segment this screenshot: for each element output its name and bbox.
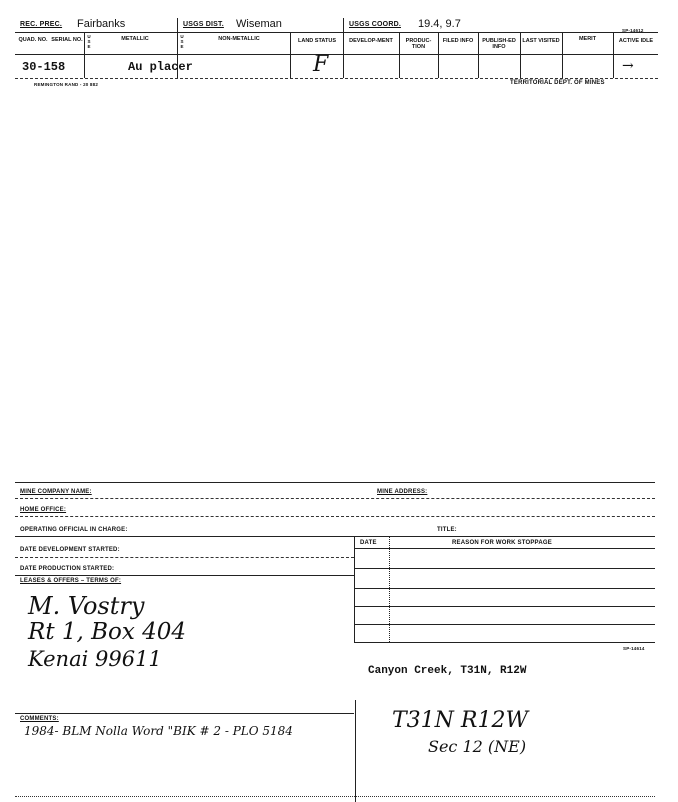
date-dev-label: DATE DEVELOPMENT STARTED: — [20, 547, 120, 553]
rec-prec-value: Fairbanks — [77, 18, 126, 30]
lease-line-2: Rt 1, Box 404 — [28, 619, 187, 645]
divider — [355, 700, 356, 802]
col-production: PRODUC-TION — [405, 38, 432, 50]
col-development: DEVELOP-MENT — [349, 38, 393, 44]
col-nonmetallic: NON-METALLIC — [218, 36, 260, 42]
lease-line-3: Kenai 99611 — [28, 647, 162, 671]
rule — [15, 713, 354, 714]
divider — [290, 32, 291, 78]
date-prod-label: DATE PRODUCTION STARTED: — [20, 566, 115, 572]
metallic-value: Au placer — [128, 60, 193, 74]
usgs-coord-value: 19.4, 9.7 — [418, 18, 461, 30]
usgs-dist-value: Wiseman — [236, 18, 282, 30]
col-use-nonmetallic: U S E — [180, 34, 184, 49]
footer-right: TERRITORIAL DEPT. OF MINES — [510, 80, 605, 86]
location-typed: Canyon Creek, T31N, R12W — [368, 665, 527, 677]
home-office-label: HOME OFFICE: — [20, 507, 67, 513]
rule — [354, 588, 655, 589]
comments-label: COMMENTS: — [20, 716, 59, 722]
leases-label: LEASES & OFFERS – TERMS OF: — [20, 578, 122, 584]
rule — [354, 548, 655, 549]
col-serial: SERIAL NO. — [51, 37, 83, 43]
col-filed-info: FILED INFO — [442, 38, 474, 44]
col-quad: QUAD. NO. — [18, 37, 48, 43]
rule — [15, 78, 658, 79]
col-active-idle: ACTIVE IDLE — [618, 38, 654, 44]
rule — [354, 624, 655, 625]
location-hand-2: Sec 12 (NE) — [428, 737, 527, 756]
date-col-label: DATE — [360, 540, 377, 546]
divider — [354, 536, 355, 642]
rule — [15, 557, 354, 558]
rule — [354, 606, 655, 607]
col-use-metallic: U S E — [87, 34, 91, 49]
mine-address-label: MINE ADDRESS: — [377, 489, 428, 495]
mine-company-label: MINE COMPANY NAME: — [20, 489, 92, 495]
form-number-top: SP-14612 — [622, 28, 644, 33]
col-merit: MERIT — [578, 36, 597, 42]
col-published-info: PUBLISH-ED INFO — [482, 38, 516, 50]
divider — [84, 32, 85, 78]
rule — [354, 642, 655, 643]
col-land-status: LAND STATUS — [298, 38, 336, 44]
land-status-value: F — [313, 52, 329, 77]
active-mark: → — [622, 58, 634, 74]
rule — [15, 575, 354, 576]
rule — [15, 516, 655, 517]
reason-col-label: REASON FOR WORK STOPPAGE — [452, 540, 552, 546]
form-number-bottom: SP-14614 — [623, 646, 645, 651]
usgs-dist-label: USGS DIST. — [183, 21, 224, 28]
rule — [15, 498, 655, 499]
comments-text: 1984- BLM Nolla Word "BIK # 2 - PLO 5184 — [24, 724, 293, 738]
title-label: TITLE: — [437, 527, 457, 533]
divider — [343, 18, 344, 78]
rule — [354, 568, 655, 569]
col-metallic: METALLIC — [121, 36, 149, 42]
divider — [389, 536, 390, 642]
rule — [15, 482, 655, 483]
col-last-visited: LAST VISITED — [522, 38, 560, 44]
rec-prec-label: REC. PREC. — [20, 21, 63, 28]
lease-line-1: M. Vostry — [28, 592, 145, 620]
usgs-coord-label: USGS COORD. — [349, 21, 401, 28]
rule — [15, 796, 655, 797]
rule — [15, 536, 655, 537]
footer-left: REMINGTON RAND - 20 882 — [34, 82, 99, 87]
operating-official-label: OPERATING OFFICIAL IN CHARGE: — [20, 527, 128, 533]
location-hand-1: T31N R12W — [392, 708, 529, 733]
quad-serial-value: 30-158 — [22, 60, 66, 74]
